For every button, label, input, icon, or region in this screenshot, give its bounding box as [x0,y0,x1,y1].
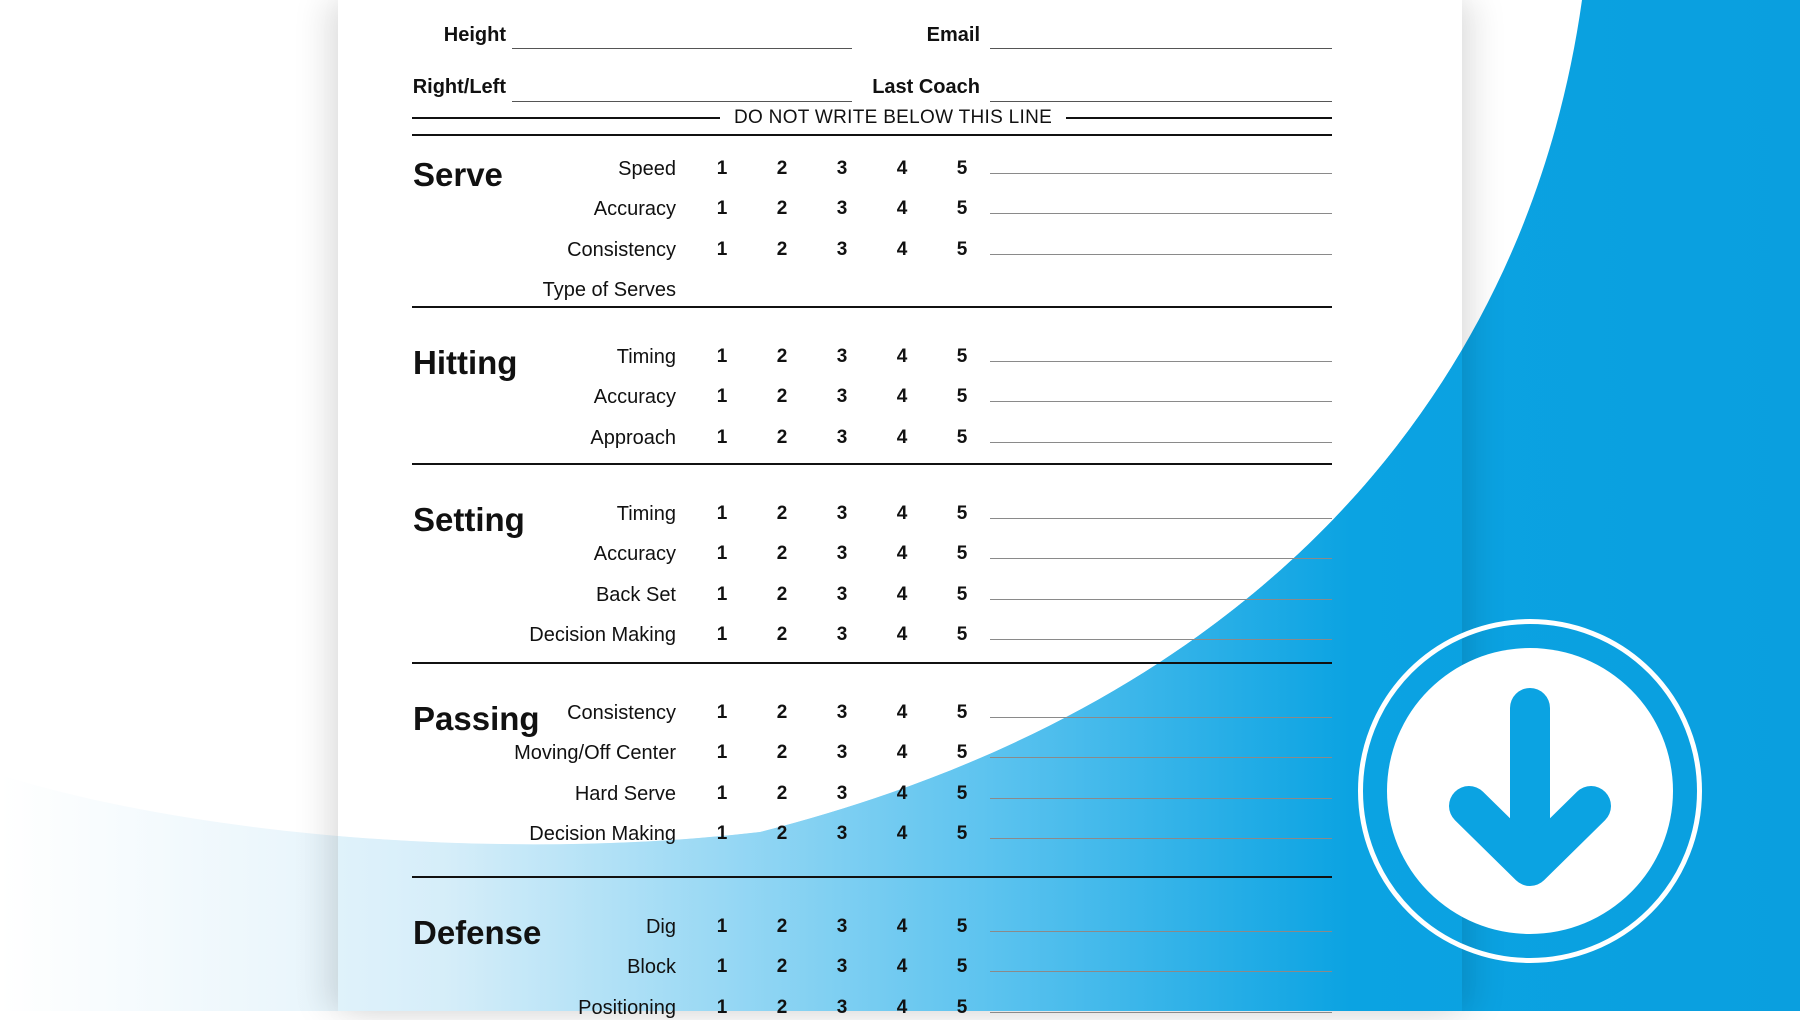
rating-setting-decision-making-1[interactable]: 1 [716,623,728,645]
rating-setting-accuracy-2[interactable]: 2 [776,543,788,565]
rating-serve-speed-2[interactable]: 2 [776,158,788,179]
rating-passing-consistency-4[interactable]: 4 [896,702,908,723]
rating-passing-moving-off-center-1[interactable]: 1 [716,742,728,764]
rating-setting-decision-making-3[interactable]: 3 [836,623,848,645]
rating-serve-consistency-2[interactable]: 2 [776,238,788,260]
rating-setting-timing-4[interactable]: 4 [896,503,908,524]
skill-label-defense-block: Block [627,956,676,979]
do-not-write-notice: DO NOT WRITE BELOW THIS LINE [720,107,1066,129]
right-left-field[interactable] [512,101,852,102]
rating-hitting-approach-4[interactable]: 4 [896,426,908,448]
rating-passing-decision-making-4[interactable]: 4 [896,822,908,844]
skill-label-passing-moving-off-center: Moving/Off Center [514,742,676,765]
rating-hitting-approach-1[interactable]: 1 [716,426,728,448]
notes-line-hitting-approach[interactable] [990,442,1332,443]
rating-defense-block-5[interactable]: 5 [956,956,968,978]
rating-serve-speed-4[interactable]: 4 [896,158,908,179]
rating-setting-timing-2[interactable]: 2 [776,503,788,524]
rating-defense-dig-2[interactable]: 2 [776,916,788,937]
notes-line-setting-timing[interactable] [990,518,1332,519]
skill-label-serve-accuracy: Accuracy [593,198,676,221]
rating-setting-timing-1[interactable]: 1 [716,503,728,524]
notes-line-passing-hard-serve[interactable] [990,798,1332,799]
rating-hitting-timing-4[interactable]: 4 [896,346,908,367]
right-left-label: Right/Left [412,76,506,98]
rating-hitting-approach-2[interactable]: 2 [776,426,788,448]
rating-passing-hard-serve-2[interactable]: 2 [776,782,788,804]
skill-label-setting-back-set: Back Set [595,583,676,606]
rating-serve-consistency-5[interactable]: 5 [956,238,968,260]
rating-defense-block-4[interactable]: 4 [896,956,908,978]
rating-passing-hard-serve-5[interactable]: 5 [956,782,968,804]
rating-defense-positioning-2[interactable]: 2 [776,996,788,1018]
section-title-setting: Setting [413,501,525,538]
notes-line-serve-consistency[interactable] [990,254,1332,255]
section-title-passing: Passing [413,700,540,737]
rating-passing-moving-off-center-5[interactable]: 5 [956,742,968,764]
rating-serve-accuracy-1[interactable]: 1 [716,198,728,220]
rating-setting-back-set-3[interactable]: 3 [836,583,848,605]
rating-defense-dig-4[interactable]: 4 [896,916,908,937]
section-divider-passing [412,876,1332,878]
rating-hitting-timing-1[interactable]: 1 [716,346,728,367]
rating-passing-moving-off-center-3[interactable]: 3 [836,742,848,764]
rating-passing-consistency-3[interactable]: 3 [836,702,848,723]
rating-serve-speed-1[interactable]: 1 [716,158,728,179]
skill-label-setting-timing: Timing [616,503,676,525]
notes-line-passing-moving-off-center[interactable] [990,757,1332,758]
rating-defense-block-2[interactable]: 2 [776,956,788,978]
height-field[interactable] [512,48,852,49]
notes-line-passing-consistency[interactable] [990,717,1332,718]
rating-serve-accuracy-2[interactable]: 2 [776,198,788,220]
header-rule [412,134,1332,136]
skill-label-passing-consistency: Consistency [567,702,676,724]
section-divider-hitting [412,463,1332,465]
notes-line-defense-block[interactable] [990,971,1332,972]
skill-label-defense-dig: Dig [645,916,676,938]
skill-label-setting-decision-making: Decision Making [529,623,676,646]
rating-setting-accuracy-5[interactable]: 5 [956,543,968,565]
rating-passing-decision-making-3[interactable]: 3 [836,822,848,844]
notes-line-setting-decision-making[interactable] [990,639,1332,640]
rating-setting-back-set-4[interactable]: 4 [896,583,908,605]
rating-hitting-accuracy-1[interactable]: 1 [716,386,728,408]
email-field[interactable] [990,48,1332,49]
notes-line-setting-back-set[interactable] [990,599,1332,600]
section-divider-serve [412,306,1332,308]
skill-label-hitting-timing: Timing [616,346,676,368]
rating-setting-back-set-5[interactable]: 5 [956,583,968,605]
rating-hitting-approach-3[interactable]: 3 [836,426,848,448]
rating-passing-consistency-5[interactable]: 5 [956,702,968,723]
rating-serve-accuracy-3[interactable]: 3 [836,198,848,220]
rating-passing-consistency-2[interactable]: 2 [776,702,788,723]
rating-hitting-accuracy-5[interactable]: 5 [956,386,968,408]
rating-setting-decision-making-2[interactable]: 2 [776,623,788,645]
rating-defense-dig-5[interactable]: 5 [956,916,968,937]
skill-label-passing-hard-serve: Hard Serve [574,782,676,805]
rating-passing-decision-making-5[interactable]: 5 [956,822,968,844]
rating-hitting-accuracy-3[interactable]: 3 [836,386,848,408]
rating-hitting-timing-2[interactable]: 2 [776,346,788,367]
rating-passing-moving-off-center-2[interactable]: 2 [776,742,788,764]
rating-hitting-approach-5[interactable]: 5 [956,426,968,448]
rating-passing-consistency-1[interactable]: 1 [716,702,728,723]
rating-defense-positioning-5[interactable]: 5 [956,996,968,1018]
rating-passing-decision-making-2[interactable]: 2 [776,822,788,844]
rating-setting-back-set-2[interactable]: 2 [776,583,788,605]
skill-label-serve-speed: Speed [618,158,676,180]
rating-setting-decision-making-4[interactable]: 4 [896,623,908,645]
rating-serve-accuracy-5[interactable]: 5 [956,198,968,220]
download-button[interactable] [1358,619,1702,963]
section-title-serve: Serve [413,156,503,193]
rating-serve-consistency-1[interactable]: 1 [716,238,728,260]
rating-serve-consistency-3[interactable]: 3 [836,238,848,260]
skill-label-serve-type-of-serves: Type of Serves [542,278,676,301]
rating-passing-hard-serve-3[interactable]: 3 [836,782,848,804]
download-arrow-icon [1387,648,1673,934]
skill-label-defense-positioning: Positioning [578,996,676,1019]
section-title-defense: Defense [413,914,542,951]
skill-label-passing-decision-making: Decision Making [529,822,676,845]
rating-hitting-accuracy-4[interactable]: 4 [896,386,908,408]
rating-hitting-timing-3[interactable]: 3 [836,346,848,367]
rating-setting-accuracy-3[interactable]: 3 [836,543,848,565]
notes-line-defense-dig[interactable] [990,931,1332,932]
notes-line-passing-decision-making[interactable] [990,838,1332,839]
rating-setting-decision-making-5[interactable]: 5 [956,623,968,645]
rating-serve-accuracy-4[interactable]: 4 [896,198,908,220]
skill-label-hitting-accuracy: Accuracy [593,386,676,409]
rating-hitting-accuracy-2[interactable]: 2 [776,386,788,408]
skill-label-setting-accuracy: Accuracy [593,543,676,566]
rating-setting-back-set-1[interactable]: 1 [716,583,728,605]
rating-setting-accuracy-4[interactable]: 4 [896,543,908,565]
rating-defense-block-1[interactable]: 1 [716,956,728,978]
rating-serve-consistency-4[interactable]: 4 [896,238,908,260]
email-label: Email [926,24,980,46]
rating-hitting-timing-5[interactable]: 5 [956,346,968,367]
rating-defense-positioning-3[interactable]: 3 [836,996,848,1018]
rating-passing-hard-serve-4[interactable]: 4 [896,782,908,804]
notes-line-serve-speed[interactable] [990,173,1332,174]
height-label: Height [443,24,506,46]
notes-line-hitting-accuracy[interactable] [990,401,1332,402]
rating-serve-speed-3[interactable]: 3 [836,158,848,179]
rating-defense-dig-1[interactable]: 1 [716,916,728,937]
notes-line-setting-accuracy[interactable] [990,558,1332,559]
rating-setting-timing-3[interactable]: 3 [836,503,848,524]
rating-passing-moving-off-center-4[interactable]: 4 [896,742,908,764]
rating-setting-timing-5[interactable]: 5 [956,503,968,524]
rating-defense-positioning-4[interactable]: 4 [896,996,908,1018]
notes-line-hitting-timing[interactable] [990,361,1332,362]
last-coach-field[interactable] [990,101,1332,102]
notes-line-serve-accuracy[interactable] [990,213,1332,214]
rating-setting-accuracy-1[interactable]: 1 [716,543,728,565]
section-divider-setting [412,662,1332,664]
notes-line-defense-positioning[interactable] [990,1012,1332,1013]
rating-passing-hard-serve-1[interactable]: 1 [716,782,728,804]
rating-defense-block-3[interactable]: 3 [836,956,848,978]
rating-serve-speed-5[interactable]: 5 [956,158,968,179]
rating-defense-positioning-1[interactable]: 1 [716,996,728,1018]
section-title-hitting: Hitting [413,344,518,381]
rating-passing-decision-making-1[interactable]: 1 [716,822,728,844]
skill-label-serve-consistency: Consistency [567,238,676,261]
download-circle [1387,648,1673,934]
rating-defense-dig-3[interactable]: 3 [836,916,848,937]
skill-label-hitting-approach: Approach [590,426,676,449]
last-coach-label: Last Coach [872,76,980,98]
